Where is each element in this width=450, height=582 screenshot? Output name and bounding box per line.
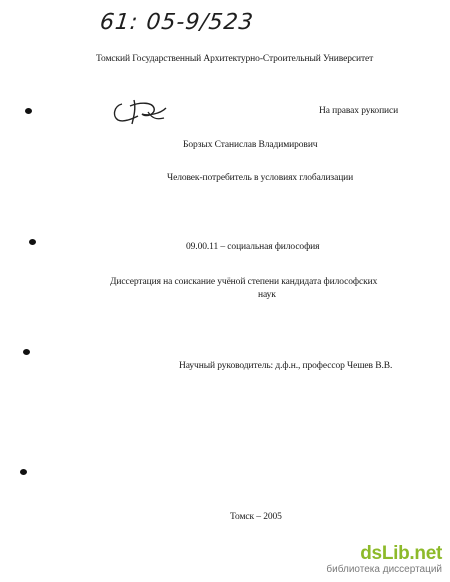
university-name: Томский Государственный Архитектурно-Строительный Университет xyxy=(96,54,374,64)
specialty-code: 09.00.11 – социальная философия xyxy=(186,242,320,252)
manuscript-rights: На правах рукописи xyxy=(319,106,399,116)
supervisor: Научный руководитель: д.ф.н., профессор Чешев В.В. xyxy=(179,361,393,371)
author-name: Борзых Станислав Владимирович xyxy=(183,140,318,150)
punch-hole-mark xyxy=(23,349,30,355)
dissertation-title: Человек-потребитель в условиях глобализации xyxy=(167,173,354,183)
degree-line-2: наук xyxy=(258,290,276,300)
dslib-watermark xyxy=(326,544,442,576)
watermark-logo: dsLib.net xyxy=(360,543,442,564)
place-year: Томск – 2005 xyxy=(230,512,282,522)
archive-mark: 61: 05-9/523 xyxy=(98,10,256,35)
degree-line-1: Диссертация на соискание учёной степени кандидата философских xyxy=(110,277,378,287)
watermark-subtitle: библиотека диссертаций xyxy=(326,564,442,575)
punch-hole-mark xyxy=(25,108,32,114)
signature-image xyxy=(108,94,172,128)
punch-hole-mark xyxy=(20,469,27,475)
punch-hole-mark xyxy=(29,239,36,245)
